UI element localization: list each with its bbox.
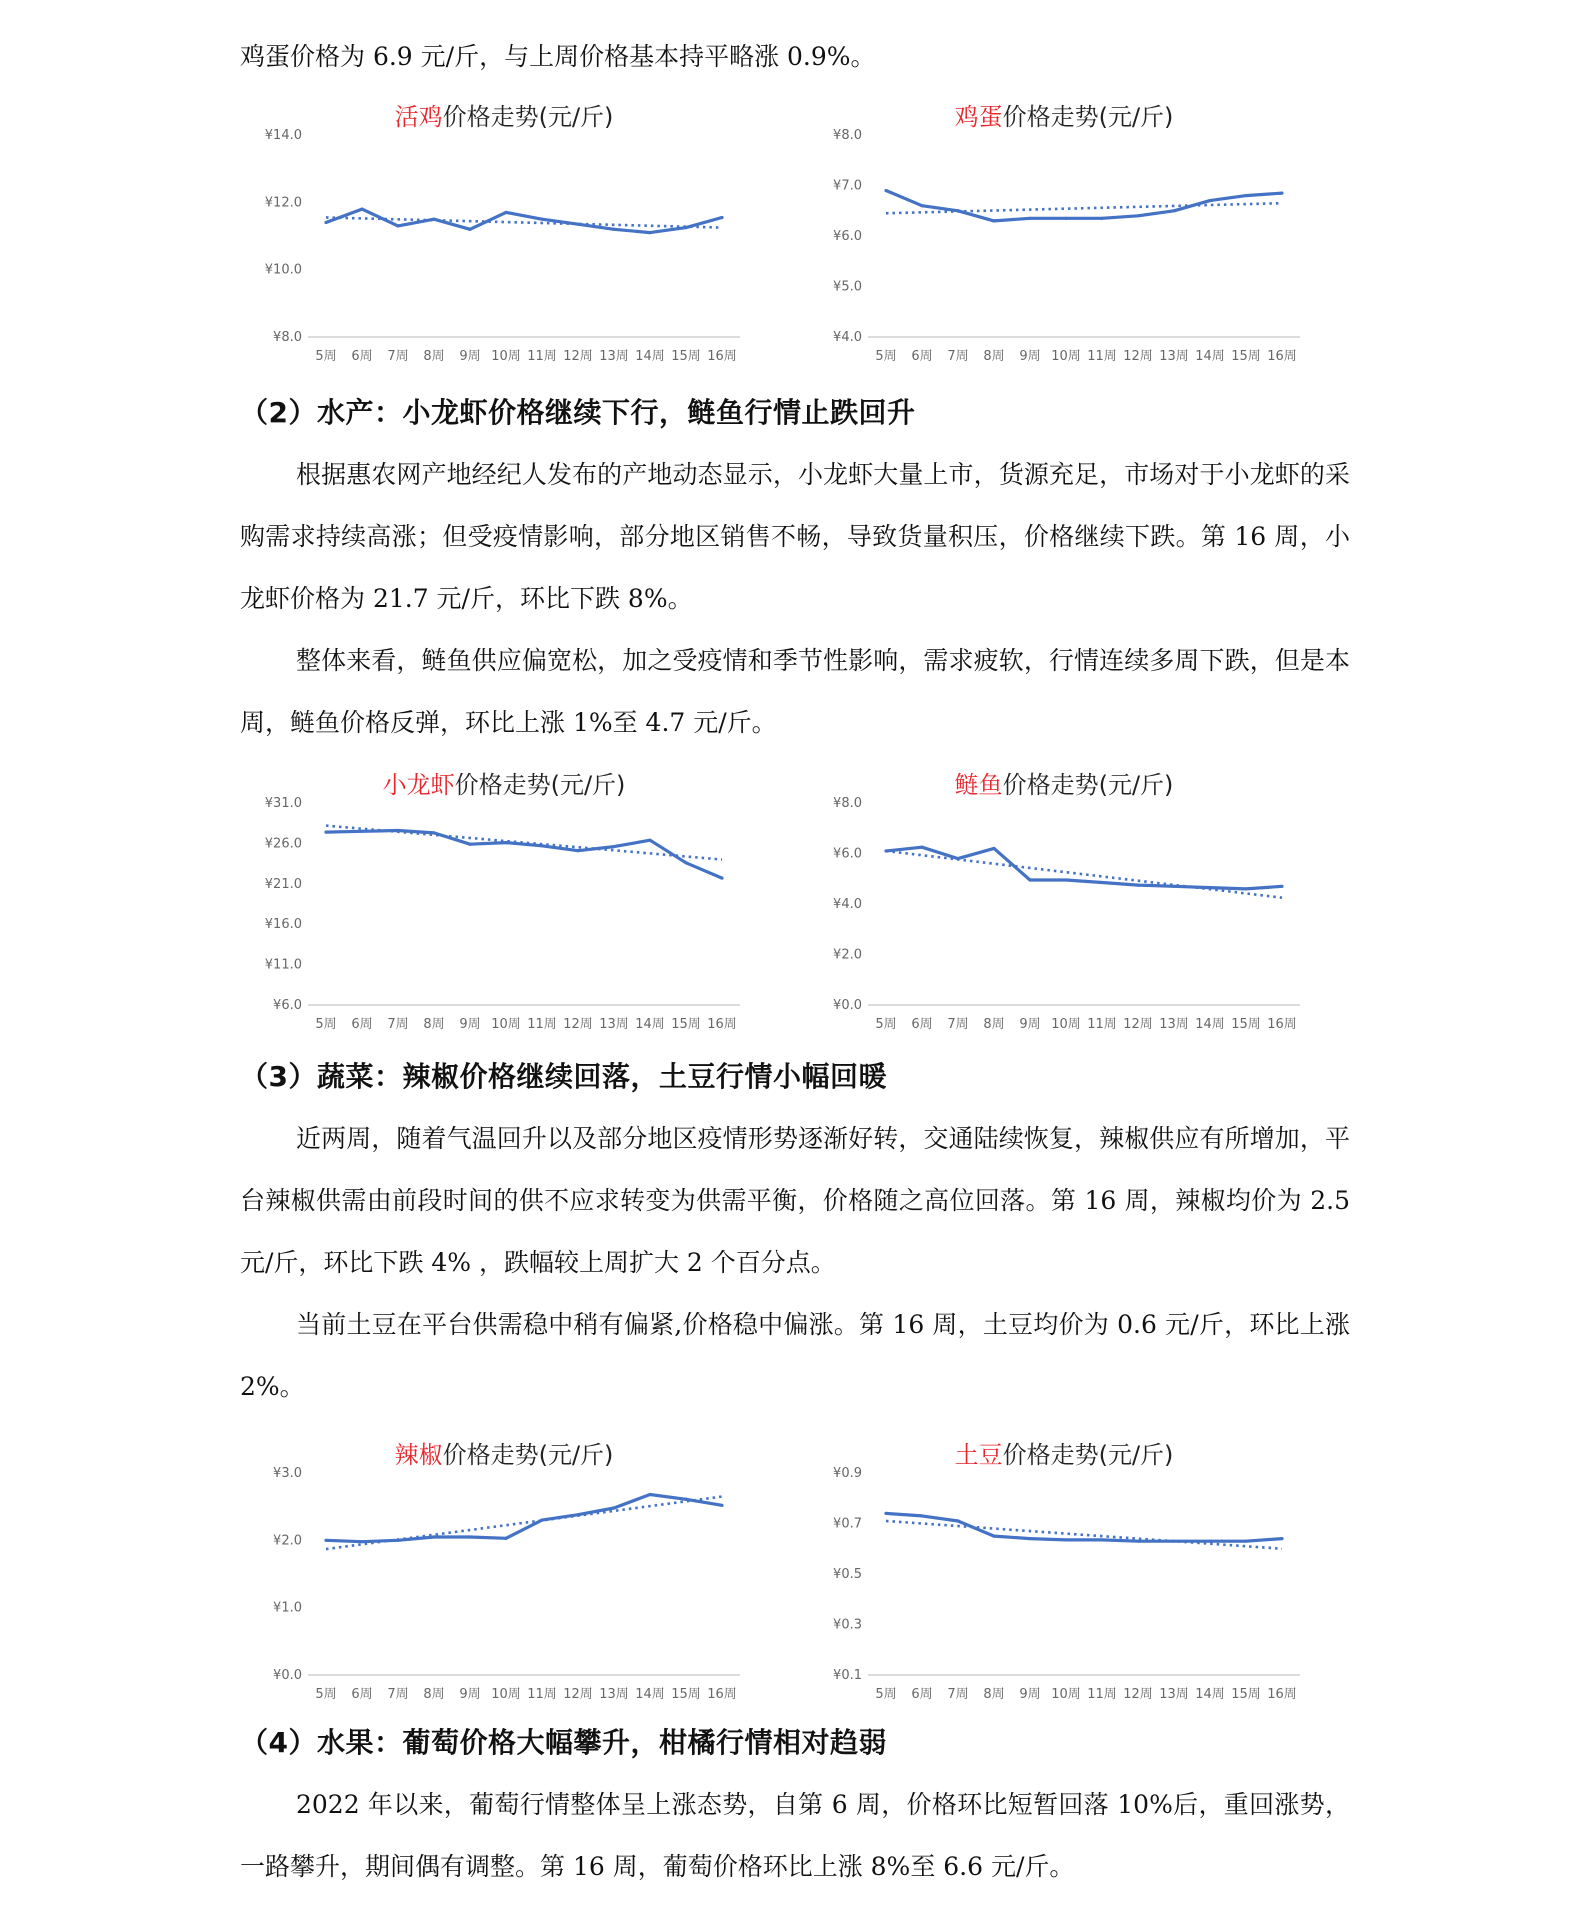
x-tick-label: 6周: [911, 1687, 933, 1702]
data-point: [1100, 217, 1103, 220]
x-tick-label: 9周: [1019, 349, 1041, 364]
chart-egg: [800, 103, 1297, 375]
y-tick-label: ¥2.0: [833, 947, 862, 963]
x-tick-label: 16周: [1267, 1687, 1297, 1702]
x-tick-label: 8周: [983, 349, 1005, 364]
data-point: [576, 223, 579, 226]
data-point: [1028, 1537, 1031, 1540]
data-point: [324, 830, 327, 833]
data-point: [576, 1513, 579, 1516]
x-tick-label: 9周: [1019, 1687, 1041, 1702]
y-tick-label: ¥11.0: [264, 957, 302, 973]
x-tick-label: 14周: [635, 1687, 665, 1702]
intro-paragraph: 鸡蛋价格为 6.9 元/斤，与上周价格基本持平略涨 0.9%。: [240, 42, 876, 71]
data-point: [1172, 1540, 1175, 1543]
x-tick-label: 14周: [1195, 1017, 1225, 1032]
data-point: [396, 224, 399, 227]
chart-title: [955, 103, 1174, 131]
data-point: [956, 857, 959, 860]
y-tick-label: ¥0.0: [833, 998, 862, 1013]
chart-title-rest: 价格走势(元/斤): [442, 103, 614, 131]
chart-title-rest: 价格走势(元/斤): [1002, 1441, 1174, 1469]
data-point: [576, 849, 579, 852]
x-tick-label: 16周: [1267, 1017, 1297, 1032]
paragraph-crayfish: 根据惠农网产地经纪人发布的产地动态显示，小龙虾大量上市，货源充足，市场对于小龙虾的采购需求持续高涨；但受疫情影响，部分地区销售不畅，导致货量积压，价格继续下跌。第 16 周，小龙虾价格为 21.7 元/斤，环比下跌 8%。: [240, 460, 1350, 613]
y-tick-label: ¥3.0: [273, 1466, 302, 1481]
price-series-line: [326, 209, 722, 233]
x-tick-label: 11周: [1087, 1017, 1117, 1032]
x-tick-label: 9周: [459, 1017, 481, 1032]
x-tick-label: 10周: [491, 1687, 521, 1702]
x-tick-label: 16周: [1267, 349, 1297, 364]
section-fruit: [240, 1712, 1350, 1898]
x-tick-label: 8周: [423, 1687, 445, 1702]
data-point: [324, 1539, 327, 1542]
chart-silver-carp-svg: [800, 771, 1297, 1043]
trend-line: [886, 851, 1282, 898]
data-point: [1244, 1540, 1247, 1543]
x-tick-label: 12周: [563, 1017, 593, 1032]
y-tick-label: ¥6.0: [833, 229, 862, 244]
y-tick-label: ¥8.0: [273, 330, 302, 345]
data-point: [1280, 885, 1283, 888]
x-tick-label: 10周: [1051, 1687, 1081, 1702]
data-point: [720, 877, 723, 880]
chart-title-rest: 价格走势(元/斤): [454, 771, 626, 799]
intro-paragraph-wrap: [240, 26, 1350, 88]
x-tick-label: 14周: [1195, 1687, 1225, 1702]
x-tick-label: 7周: [387, 1017, 409, 1032]
x-tick-label: 11周: [527, 349, 557, 364]
x-tick-label: 8周: [983, 1687, 1005, 1702]
data-point: [684, 861, 687, 864]
x-tick-label: 14周: [635, 1017, 665, 1032]
section-vegetables: [240, 1046, 1350, 1418]
y-tick-label: ¥8.0: [833, 796, 862, 811]
data-point: [1064, 1538, 1067, 1541]
data-point: [1100, 881, 1103, 884]
x-tick-label: 5周: [875, 349, 897, 364]
data-point: [1028, 878, 1031, 881]
y-tick-label: ¥31.0: [264, 796, 302, 811]
x-tick-label: 6周: [351, 1687, 373, 1702]
chart-crayfish: [240, 771, 737, 1043]
x-tick-label: 5周: [315, 349, 337, 364]
chart-chili: [240, 1441, 737, 1713]
x-tick-label: 5周: [315, 1687, 337, 1702]
data-point: [540, 218, 543, 221]
data-point: [1244, 887, 1247, 890]
data-point: [648, 231, 651, 234]
x-tick-label: 11周: [527, 1017, 557, 1032]
x-tick-label: 16周: [707, 1017, 737, 1032]
data-point: [504, 1537, 507, 1540]
chart-title: [383, 771, 626, 799]
x-tick-label: 15周: [1231, 349, 1261, 364]
y-tick-label: ¥8.0: [833, 128, 862, 143]
chart-title: [395, 103, 614, 131]
heading-aquatic: （2）水产：小龙虾价格继续下行，鲢鱼行情止跌回升: [240, 396, 916, 429]
chart-title: [955, 771, 1174, 799]
data-point: [884, 849, 887, 852]
data-point: [920, 1514, 923, 1517]
data-point: [1136, 883, 1139, 886]
chart-egg-svg: [800, 103, 1297, 375]
y-tick-label: ¥0.1: [833, 1668, 862, 1683]
x-tick-label: 14周: [1195, 349, 1225, 364]
chart-chili-svg: [240, 1441, 737, 1713]
price-series-line: [886, 847, 1282, 889]
y-tick-label: ¥10.0: [264, 262, 302, 278]
data-point: [1172, 209, 1175, 212]
data-point: [884, 189, 887, 192]
data-point: [504, 841, 507, 844]
data-point: [648, 839, 651, 842]
x-tick-label: 9周: [459, 349, 481, 364]
x-tick-label: 5周: [875, 1017, 897, 1032]
chart-title: [395, 1441, 614, 1469]
chart-crayfish-svg: [240, 771, 737, 1043]
chart-title-highlight: 鸡蛋: [954, 103, 1003, 131]
data-point: [956, 1519, 959, 1522]
y-tick-label: ¥5.0: [833, 279, 862, 295]
data-point: [684, 226, 687, 229]
data-point: [1208, 199, 1211, 202]
chart-silver-carp: [800, 771, 1297, 1043]
x-tick-label: 7周: [947, 1017, 969, 1032]
data-point: [1064, 217, 1067, 220]
chart-title-highlight: 小龙虾: [382, 771, 455, 799]
x-tick-label: 15周: [1231, 1017, 1261, 1032]
y-tick-label: ¥21.0: [264, 876, 302, 892]
data-point: [612, 228, 615, 231]
data-point: [612, 845, 615, 848]
y-tick-label: ¥16.0: [264, 917, 302, 933]
y-tick-label: ¥0.7: [833, 1516, 862, 1532]
chart-title-rest: 价格走势(元/斤): [1002, 103, 1174, 131]
x-tick-label: 12周: [1123, 1687, 1153, 1702]
y-tick-label: ¥6.0: [833, 846, 862, 862]
x-tick-label: 5周: [875, 1687, 897, 1702]
x-tick-label: 8周: [983, 1017, 1005, 1032]
x-tick-label: 13周: [599, 349, 629, 364]
x-tick-label: 12周: [1123, 1017, 1153, 1032]
data-point: [396, 829, 399, 832]
data-point: [324, 221, 327, 224]
data-point: [1280, 1537, 1283, 1540]
y-tick-label: ¥0.5: [833, 1567, 862, 1582]
data-point: [956, 209, 959, 212]
data-point: [1064, 878, 1067, 881]
data-point: [1172, 885, 1175, 888]
price-series-line: [886, 191, 1282, 221]
data-point: [432, 218, 435, 221]
x-tick-label: 15周: [671, 349, 701, 364]
x-tick-label: 11周: [1087, 349, 1117, 364]
data-point: [468, 228, 471, 231]
data-point: [468, 843, 471, 846]
x-tick-label: 15周: [671, 1017, 701, 1032]
data-point: [432, 1535, 435, 1538]
data-point: [504, 211, 507, 214]
data-point: [1028, 217, 1031, 220]
data-point: [396, 1539, 399, 1542]
x-tick-label: 16周: [707, 349, 737, 364]
chart-live-chicken-svg: [240, 103, 737, 375]
chart-title-highlight: 辣椒: [394, 1441, 443, 1469]
x-tick-label: 7周: [947, 1687, 969, 1702]
data-point: [720, 216, 723, 219]
y-tick-label: ¥0.0: [273, 1668, 302, 1683]
x-tick-label: 13周: [1159, 1687, 1189, 1702]
data-point: [468, 1535, 471, 1538]
heading-vegetables: （3）蔬菜：辣椒价格继续回落，土豆行情小幅回暖: [240, 1060, 887, 1093]
chart-title-highlight: 鲢鱼: [954, 771, 1003, 799]
x-tick-label: 12周: [563, 349, 593, 364]
data-point: [1100, 1538, 1103, 1541]
data-point: [884, 1512, 887, 1515]
paragraph-potato: 当前土豆在平台供需稳中稍有偏紧,价格稳中偏涨。第 16 周，土豆均价为 0.6 元/斤，环比上涨 2%。: [240, 1310, 1350, 1401]
y-tick-label: ¥12.0: [264, 195, 302, 211]
paragraph-grape: 2022 年以来，葡萄行情整体呈上涨态势，自第 6 周，价格环比短暂回落 10%后，重回涨势，一路攀升，期间偶有调整。第 16 周，葡萄价格环比上涨 8%至 6.6 元/斤。: [240, 1790, 1350, 1881]
x-tick-label: 10周: [1051, 349, 1081, 364]
data-point: [360, 207, 363, 210]
chart-title-rest: 价格走势(元/斤): [1002, 771, 1174, 799]
chart-live-chicken: [240, 103, 737, 375]
x-tick-label: 7周: [387, 1687, 409, 1702]
heading-fruit: （4）水果：葡萄价格大幅攀升，柑橘行情相对趋弱: [240, 1726, 887, 1759]
chart-title-highlight: 土豆: [954, 1441, 1003, 1469]
x-tick-label: 8周: [423, 1017, 445, 1032]
y-tick-label: ¥26.0: [264, 836, 302, 852]
price-series-line: [326, 831, 722, 879]
data-point: [1136, 214, 1139, 217]
x-tick-label: 7周: [947, 349, 969, 364]
data-point: [360, 830, 363, 833]
y-tick-label: ¥4.0: [833, 330, 862, 345]
data-point: [992, 847, 995, 850]
y-tick-label: ¥2.0: [273, 1533, 302, 1549]
data-point: [1208, 1540, 1211, 1543]
x-tick-label: 14周: [635, 349, 665, 364]
y-tick-label: ¥1.0: [273, 1600, 302, 1616]
x-tick-label: 15周: [1231, 1687, 1261, 1702]
chart-title: [955, 1441, 1174, 1469]
price-series-line: [886, 1513, 1282, 1541]
chart-title-highlight: 活鸡: [394, 103, 443, 131]
data-point: [992, 1535, 995, 1538]
price-series-line: [326, 1495, 722, 1542]
x-tick-label: 11周: [1087, 1687, 1117, 1702]
x-tick-label: 11周: [527, 1687, 557, 1702]
data-point: [540, 1519, 543, 1522]
x-tick-label: 13周: [1159, 1017, 1189, 1032]
data-point: [1208, 886, 1211, 889]
x-tick-label: 13周: [1159, 349, 1189, 364]
data-point: [1136, 1540, 1139, 1543]
x-tick-label: 6周: [351, 349, 373, 364]
trend-line: [886, 1521, 1282, 1549]
data-point: [1244, 194, 1247, 197]
x-tick-label: 16周: [707, 1687, 737, 1702]
data-point: [612, 1506, 615, 1509]
chart-title-rest: 价格走势(元/斤): [442, 1441, 614, 1469]
x-tick-label: 6周: [911, 349, 933, 364]
chart-potato-svg: [800, 1441, 1297, 1713]
x-tick-label: 9周: [459, 1687, 481, 1702]
data-point: [1280, 191, 1283, 194]
x-tick-label: 6周: [911, 1017, 933, 1032]
y-tick-label: ¥0.9: [833, 1466, 862, 1481]
x-tick-label: 8周: [423, 349, 445, 364]
data-point: [920, 204, 923, 207]
x-tick-label: 12周: [563, 1687, 593, 1702]
y-tick-label: ¥6.0: [273, 998, 302, 1013]
paragraph-silver-carp: 整体来看，鲢鱼供应偏宽松，加之受疫情和季节性影响，需求疲软，行情连续多周下跌，但是本周，鲢鱼价格反弹，环比上涨 1%至 4.7 元/斤。: [240, 646, 1350, 737]
y-tick-label: ¥0.3: [833, 1617, 862, 1633]
chart-potato: [800, 1441, 1297, 1713]
x-tick-label: 13周: [599, 1017, 629, 1032]
data-point: [684, 1498, 687, 1501]
x-tick-label: 6周: [351, 1017, 373, 1032]
data-point: [360, 1540, 363, 1543]
x-tick-label: 10周: [1051, 1017, 1081, 1032]
x-tick-label: 10周: [491, 1017, 521, 1032]
x-tick-label: 5周: [315, 1017, 337, 1032]
y-tick-label: ¥14.0: [264, 128, 302, 143]
data-point: [920, 846, 923, 849]
y-tick-label: ¥4.0: [833, 897, 862, 912]
x-tick-label: 13周: [599, 1687, 629, 1702]
x-tick-label: 10周: [491, 349, 521, 364]
x-tick-label: 15周: [671, 1687, 701, 1702]
data-point: [432, 831, 435, 834]
data-point: [720, 1504, 723, 1507]
data-point: [992, 219, 995, 222]
paragraph-chili: 近两周，随着气温回升以及部分地区疫情形势逐渐好转，交通陆续恢复，辣椒供应有所增加，平台辣椒供需由前段时间的供不应求转变为供需平衡，价格随之高位回落。第 16 周，辣椒均价为 2.5 元/斤，环比下跌 4% ，跌幅较上周扩大 2 个百分点。: [240, 1124, 1350, 1277]
data-point: [540, 844, 543, 847]
x-tick-label: 12周: [1123, 349, 1153, 364]
y-tick-label: ¥7.0: [833, 178, 862, 194]
x-tick-label: 7周: [387, 349, 409, 364]
x-tick-label: 9周: [1019, 1017, 1041, 1032]
section-aquatic: [240, 382, 1350, 754]
data-point: [648, 1493, 651, 1496]
